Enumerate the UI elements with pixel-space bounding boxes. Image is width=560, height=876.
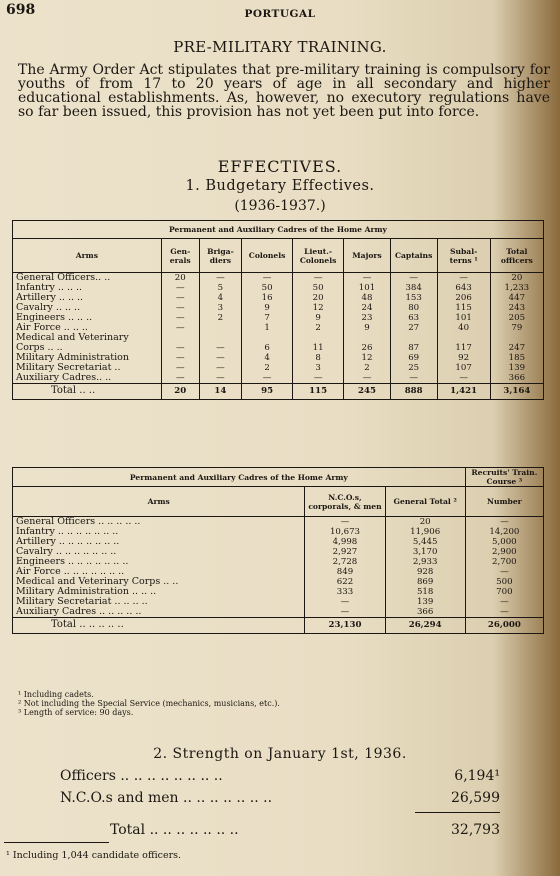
table1-total-cell: 245	[344, 384, 391, 400]
table2-cell: 5,000	[492, 537, 517, 547]
table1-row-label: Cavalry .. .. ..	[13, 303, 161, 313]
table1-cell	[161, 333, 199, 343]
table1-row-label: Military Secretariat ..	[13, 363, 161, 373]
table1-cell: 101	[344, 283, 391, 293]
table1-cell: 1,233	[504, 283, 530, 293]
table1-row-label: Air Force .. .. ..	[13, 323, 161, 333]
table1-cell: —	[437, 373, 490, 384]
table2-cell: 20	[385, 517, 465, 528]
table1-row	[13, 273, 543, 284]
table1-cell: 115	[437, 303, 490, 313]
table2-cell: 14,200	[489, 527, 520, 537]
table1-cell: 6	[242, 343, 293, 353]
table2-caption-right: Recruits' Train. Course ³	[465, 468, 543, 487]
table1-cell: 447	[508, 293, 526, 303]
table1-row	[13, 283, 543, 293]
table1-cell: 243	[508, 303, 526, 313]
table1-row-label: Corps .. ..	[13, 343, 161, 353]
table1-cell: 25	[390, 363, 437, 373]
table1-cell: 4	[199, 293, 241, 303]
table2-cell: 5,445	[385, 537, 465, 547]
table1-cell: —	[199, 373, 241, 384]
table1-cell: 384	[390, 283, 437, 293]
table-notes	[18, 690, 280, 717]
table1-cell: 153	[390, 293, 437, 303]
table1-cell: 2	[199, 313, 241, 323]
strength-footnote: ¹ Including 1,044 candidate officers.	[6, 850, 182, 861]
table1-cell: 3	[199, 303, 241, 313]
strength-total-row	[110, 822, 500, 838]
table2-row-label: Military Administration .. .. ..	[13, 587, 305, 597]
table2-cell: 700	[496, 587, 513, 597]
table2-total-cell: 23,130	[305, 618, 385, 634]
table1-row-label: Military Administration	[13, 353, 161, 363]
table2-row-label: Air Force .. .. .. .. .. .. ..	[13, 567, 305, 577]
table1-cell	[490, 333, 543, 343]
table1-cell: 92	[437, 353, 490, 363]
table2-cell: 2,900	[492, 547, 517, 557]
table2-header-2: General Total ²	[385, 487, 465, 517]
table1-cell: 5	[199, 283, 241, 293]
table1-cell: 12	[344, 353, 391, 363]
table1-total-cell: 20	[161, 384, 199, 400]
table2-header-1: N.C.O.s, corporals, & men	[305, 487, 385, 517]
table1-cell	[390, 333, 437, 343]
table1-caption: Permanent and Auxiliary Cadres of the Home Army	[13, 221, 543, 239]
table1-cell: —	[199, 363, 241, 373]
table1-cell	[344, 333, 391, 343]
effectives-title: EFFECTIVES.	[217, 157, 343, 176]
table1-cell: 69	[390, 353, 437, 363]
note-2: ² Not including the Special Service (mechanics, musicians, etc.).	[18, 699, 280, 708]
table2-caption: Permanent and Auxiliary Cadres of the Home Army	[13, 468, 465, 487]
table1-cell: 20	[161, 273, 199, 284]
table1-cell: 23	[344, 313, 391, 323]
table2-cell: 2,927	[305, 547, 385, 557]
table1-cell: 50	[242, 283, 293, 293]
table1-cell: 366	[508, 373, 526, 383]
strength-nco-label: N.C.O.s and men .. .. .. .. .. .. ..	[60, 790, 273, 806]
table2-cell: 2,933	[385, 557, 465, 567]
table1-row-label: Auxiliary Cadres.. ..	[13, 373, 161, 384]
table1-cell: —	[199, 273, 241, 284]
table2-cell: 2,700	[492, 557, 517, 567]
table1-cell: —	[161, 343, 199, 353]
table1-total-cell: 115	[293, 384, 344, 400]
table1-cell: 20	[511, 273, 523, 283]
table1-header-3: Colonels	[242, 239, 293, 273]
strength-total-label: Total .. .. .. .. .. .. ..	[110, 822, 239, 838]
strength-title: 2. Strength on January 1st, 1936.	[153, 746, 407, 762]
strength-officers-value: 6,194¹	[454, 768, 500, 784]
strength-nco-value: 26,599	[451, 790, 500, 806]
budgetary-title: 1. Budgetary Effectives.	[185, 178, 375, 194]
section-title: PRE-MILITARY TRAINING.	[173, 38, 387, 56]
table1-total-row	[13, 384, 543, 400]
table1-cell: 185	[508, 353, 526, 363]
table2-row-label: Military Secretariat .. .. .. ..	[13, 597, 305, 607]
table2-row-label: Auxiliary Cadres .. .. .. .. ..	[13, 607, 305, 618]
table1-cell: —	[242, 373, 293, 384]
running-head: PORTUGAL	[244, 8, 316, 20]
table1-cell: 139	[508, 363, 526, 373]
table2-header-0: Arms	[13, 487, 305, 517]
table1-cell: 27	[390, 323, 437, 333]
table1-cell: 48	[344, 293, 391, 303]
table1-total-cell: 14	[199, 384, 241, 400]
table2-header-3: Number	[465, 487, 543, 517]
note-1: ¹ Including cadets.	[18, 690, 94, 699]
table2-cell: 2,728	[305, 557, 385, 567]
table2-cell: 4,998	[305, 537, 385, 547]
table1-row	[13, 303, 543, 313]
table1-cell	[199, 323, 241, 333]
table1-cell: —	[344, 273, 391, 284]
intro-paragraph: The Army Order Act stipulates that pre-military training is compulsory for youths of from 17 to 20 years of age in all secondary and higher educational establishments. As, however, no executory regulations have so far been issued, this provision has not yet been put into force.	[18, 62, 550, 120]
table1-cell: —	[161, 373, 199, 384]
table1-total-cell: 888	[390, 384, 437, 400]
table1-cell: 9	[293, 313, 344, 323]
table1-cell: —	[344, 373, 391, 384]
table1-cell: —	[161, 313, 199, 323]
table1-cell: —	[242, 273, 293, 284]
table2-cell: 518	[385, 587, 465, 597]
strength-officers-row	[60, 768, 500, 784]
page-number: 698	[6, 2, 36, 18]
table2-cell: 366	[385, 607, 465, 618]
table1-row	[13, 333, 543, 343]
table1-header-5: Majors	[344, 239, 391, 273]
table1-row	[13, 313, 543, 323]
table1-cell: 9	[242, 303, 293, 313]
table1-cell: 12	[293, 303, 344, 313]
ranks-table	[12, 467, 544, 634]
table2-cell: 3,170	[385, 547, 465, 557]
table1-cell: 4	[242, 353, 293, 363]
table2-cell: —	[305, 607, 385, 618]
strength-total-value: 32,793	[451, 822, 500, 838]
table1-cell	[437, 333, 490, 343]
table1-header-8: Total officers	[490, 239, 543, 273]
strength-nco-row	[60, 790, 500, 806]
table1-header-1: Gen-erals	[161, 239, 199, 273]
table1-cell: 2	[242, 363, 293, 373]
table1-cell: 206	[437, 293, 490, 303]
table1-cell: —	[437, 273, 490, 284]
table2-cell: —	[305, 597, 385, 607]
table2-cell: —	[500, 567, 509, 577]
table1-header-2: Briga-diers	[199, 239, 241, 273]
table2-row-label: Infantry .. .. .. .. .. .. ..	[13, 527, 305, 537]
table2-cell: 10,673	[305, 527, 385, 537]
table2-row-label: General Officers .. .. .. .. ..	[13, 517, 305, 528]
table1-row-label: Medical and Veterinary	[13, 333, 161, 343]
table1-total-cell: 3,164	[490, 384, 543, 400]
table1-header-7: Subal-terns ¹	[437, 239, 490, 273]
table1-cell: —	[161, 323, 199, 333]
table1-header-0: Arms	[13, 239, 161, 273]
table1-row	[13, 373, 543, 384]
table1-cell: 205	[508, 313, 526, 323]
table2-cell: 11,906	[385, 527, 465, 537]
table1-cell: 79	[511, 323, 523, 333]
table1-cell	[293, 333, 344, 343]
table1-cell: —	[199, 343, 241, 353]
table1-cell: 8	[293, 353, 344, 363]
table1-cell	[199, 333, 241, 343]
table2-cell: 500	[496, 577, 513, 587]
table2-cell: 849	[305, 567, 385, 577]
table1-cell: 3	[293, 363, 344, 373]
footnote-rule	[4, 842, 109, 843]
table1-header-4: Lieut.-Colonels	[293, 239, 344, 273]
table2-cell: —	[305, 517, 385, 528]
table2-row-label: Artillery .. .. .. .. .. .. ..	[13, 537, 305, 547]
table2-row-label: Medical and Veterinary Corps .. ..	[13, 577, 305, 587]
table1-cell: —	[293, 273, 344, 284]
table1-cell: —	[161, 363, 199, 373]
table1-cell: —	[161, 293, 199, 303]
table1-cell: 247	[508, 343, 526, 353]
table1-cell: 20	[293, 293, 344, 303]
table1-cell: 9	[344, 323, 391, 333]
table2-cell: —	[500, 597, 509, 607]
table1-cell: 11	[293, 343, 344, 353]
table1-total-label: Total .. ..	[13, 384, 161, 400]
table1-cell: 2	[293, 323, 344, 333]
table1-total-cell: 1,421	[437, 384, 490, 400]
table2-row-label: Cavalry .. .. .. .. .. .. ..	[13, 547, 305, 557]
strength-officers-label: Officers .. .. .. .. .. .. .. ..	[60, 768, 223, 784]
table2-cell: —	[500, 517, 509, 527]
table2-total-label: Total .. .. .. .. ..	[13, 618, 305, 634]
table1-cell: 63	[390, 313, 437, 323]
table1-cell: 26	[344, 343, 391, 353]
note-3: ³ Length of service: 90 days.	[18, 708, 134, 717]
table1-cell: —	[390, 373, 437, 384]
table1-cell: 1	[242, 323, 293, 333]
table2-cell: 869	[385, 577, 465, 587]
table2-cell: 928	[385, 567, 465, 577]
table1-cell: —	[161, 303, 199, 313]
table1-row-label: Artillery .. .. ..	[13, 293, 161, 303]
table1-cell: —	[161, 353, 199, 363]
table1-row-label: General Officers.. ..	[13, 273, 161, 284]
table2-total-row	[13, 618, 543, 634]
table1-cell: 117	[437, 343, 490, 353]
table2-cell: 139	[385, 597, 465, 607]
table1-cell: 80	[390, 303, 437, 313]
table1-row-label: Infantry .. .. ..	[13, 283, 161, 293]
table2-cell: —	[500, 607, 509, 617]
table1-row	[13, 293, 543, 303]
table1-cell: 50	[293, 283, 344, 293]
table1-cell: 87	[390, 343, 437, 353]
table1-cell: 101	[437, 313, 490, 323]
table2-cell: 333	[305, 587, 385, 597]
table1-cell: —	[199, 353, 241, 363]
table1-cell: —	[293, 373, 344, 384]
table2-row	[13, 607, 543, 618]
table1-cell: 107	[437, 363, 490, 373]
table1-cell: 643	[437, 283, 490, 293]
budgetary-period: (1936-1937.)	[234, 198, 326, 214]
table2-total-cell: 26,000	[465, 618, 543, 634]
table1-cell: 7	[242, 313, 293, 323]
table1-cell: 40	[437, 323, 490, 333]
table1-cell	[242, 333, 293, 343]
table1-cell: —	[390, 273, 437, 284]
table1-cell: 16	[242, 293, 293, 303]
officers-table	[12, 220, 544, 400]
strength-sum-rule	[415, 812, 500, 813]
table2-cell: 622	[305, 577, 385, 587]
table2-total-cell: 26,294	[385, 618, 465, 634]
table1-cell: —	[161, 283, 199, 293]
table1-total-cell: 95	[242, 384, 293, 400]
table1-header-6: Captains	[390, 239, 437, 273]
table1-cell: 24	[344, 303, 391, 313]
table1-row-label: Engineers .. .. ..	[13, 313, 161, 323]
table1-cell: 2	[344, 363, 391, 373]
table2-row-label: Engineers .. .. .. .. .. .. ..	[13, 557, 305, 567]
